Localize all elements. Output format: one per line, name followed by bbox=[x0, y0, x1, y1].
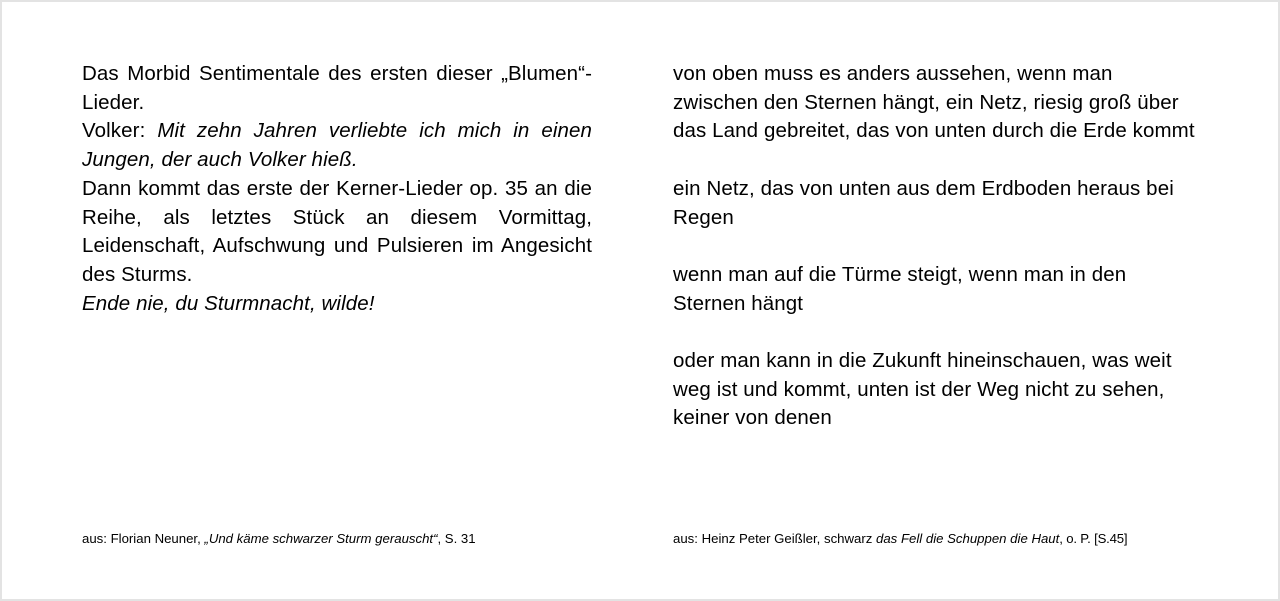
paragraph-spacer-1 bbox=[673, 146, 1195, 175]
source-right-prefix: aus: Heinz Peter Geißler, schwarz bbox=[673, 531, 877, 546]
source-citation-right bbox=[673, 530, 1127, 547]
paragraph-right-2 bbox=[673, 175, 1195, 232]
paragraph-right-1-text: von oben muss es anders aussehen, wenn man zwischen den Sternen hängt, ein Netz, riesig groß über das Land gebreitet, das von unten durch die Erde kommt bbox=[673, 62, 1195, 143]
quote-volker: Mit zehn Jahren verliebte ich mich in einen Jungen, der auch Volker hieß. bbox=[82, 119, 593, 172]
paragraph-left-3-text: Dann kommt das erste der Kerner-Lieder op. 35 an die Reihe, als letztes Stück an diesem Vormittag, Leidenschaft, Aufschwung und Pulsieren im Angesicht des Sturms. bbox=[82, 176, 592, 286]
paragraph-spacer-2 bbox=[673, 232, 1195, 261]
paragraph-left-4 bbox=[82, 290, 592, 319]
paragraph-spacer-3 bbox=[673, 318, 1195, 347]
paragraph-left-2 bbox=[82, 117, 592, 174]
paragraph-right-3-text: wenn man auf die Türme steigt, wenn man in den Sternen hängt bbox=[673, 262, 1127, 315]
right-column-text bbox=[673, 60, 1195, 433]
paragraph-left-1-text: Das Morbid Sentimentale des ersten dieser „Blumen“-Lieder. bbox=[82, 62, 592, 114]
paragraph-right-1 bbox=[673, 60, 1195, 146]
left-column bbox=[82, 60, 592, 318]
source-right-title: das Fell die Schuppen die Haut bbox=[876, 531, 1060, 546]
paragraph-left-1 bbox=[82, 60, 592, 117]
source-citation-left bbox=[82, 530, 476, 547]
source-left-title: „Und käme schwarzer Sturm gerauscht“ bbox=[204, 531, 438, 546]
song-line-italic: Ende nie, du Sturmnacht, wilde! bbox=[82, 291, 375, 315]
paragraph-right-4 bbox=[673, 347, 1195, 433]
paragraph-right-4-text: oder man kann in die Zukunft hineinschauen, was weit weg ist und kommt, unten ist der Weg nicht zu sehen, keiner von denen bbox=[673, 348, 1172, 430]
speaker-label-volker: Volker: bbox=[82, 119, 158, 143]
source-left-prefix: aus: Florian Neuner, bbox=[82, 531, 205, 546]
source-left-suffix: , S. 31 bbox=[437, 531, 476, 546]
right-column bbox=[673, 60, 1195, 433]
left-column-text bbox=[82, 60, 592, 318]
paragraph-left-3 bbox=[82, 175, 592, 290]
source-right-suffix: , o. P. [S.45] bbox=[1059, 531, 1128, 546]
paragraph-right-2-text: ein Netz, das von unten aus dem Erdboden heraus bei Regen bbox=[673, 176, 1174, 229]
paragraph-right-3 bbox=[673, 261, 1195, 318]
